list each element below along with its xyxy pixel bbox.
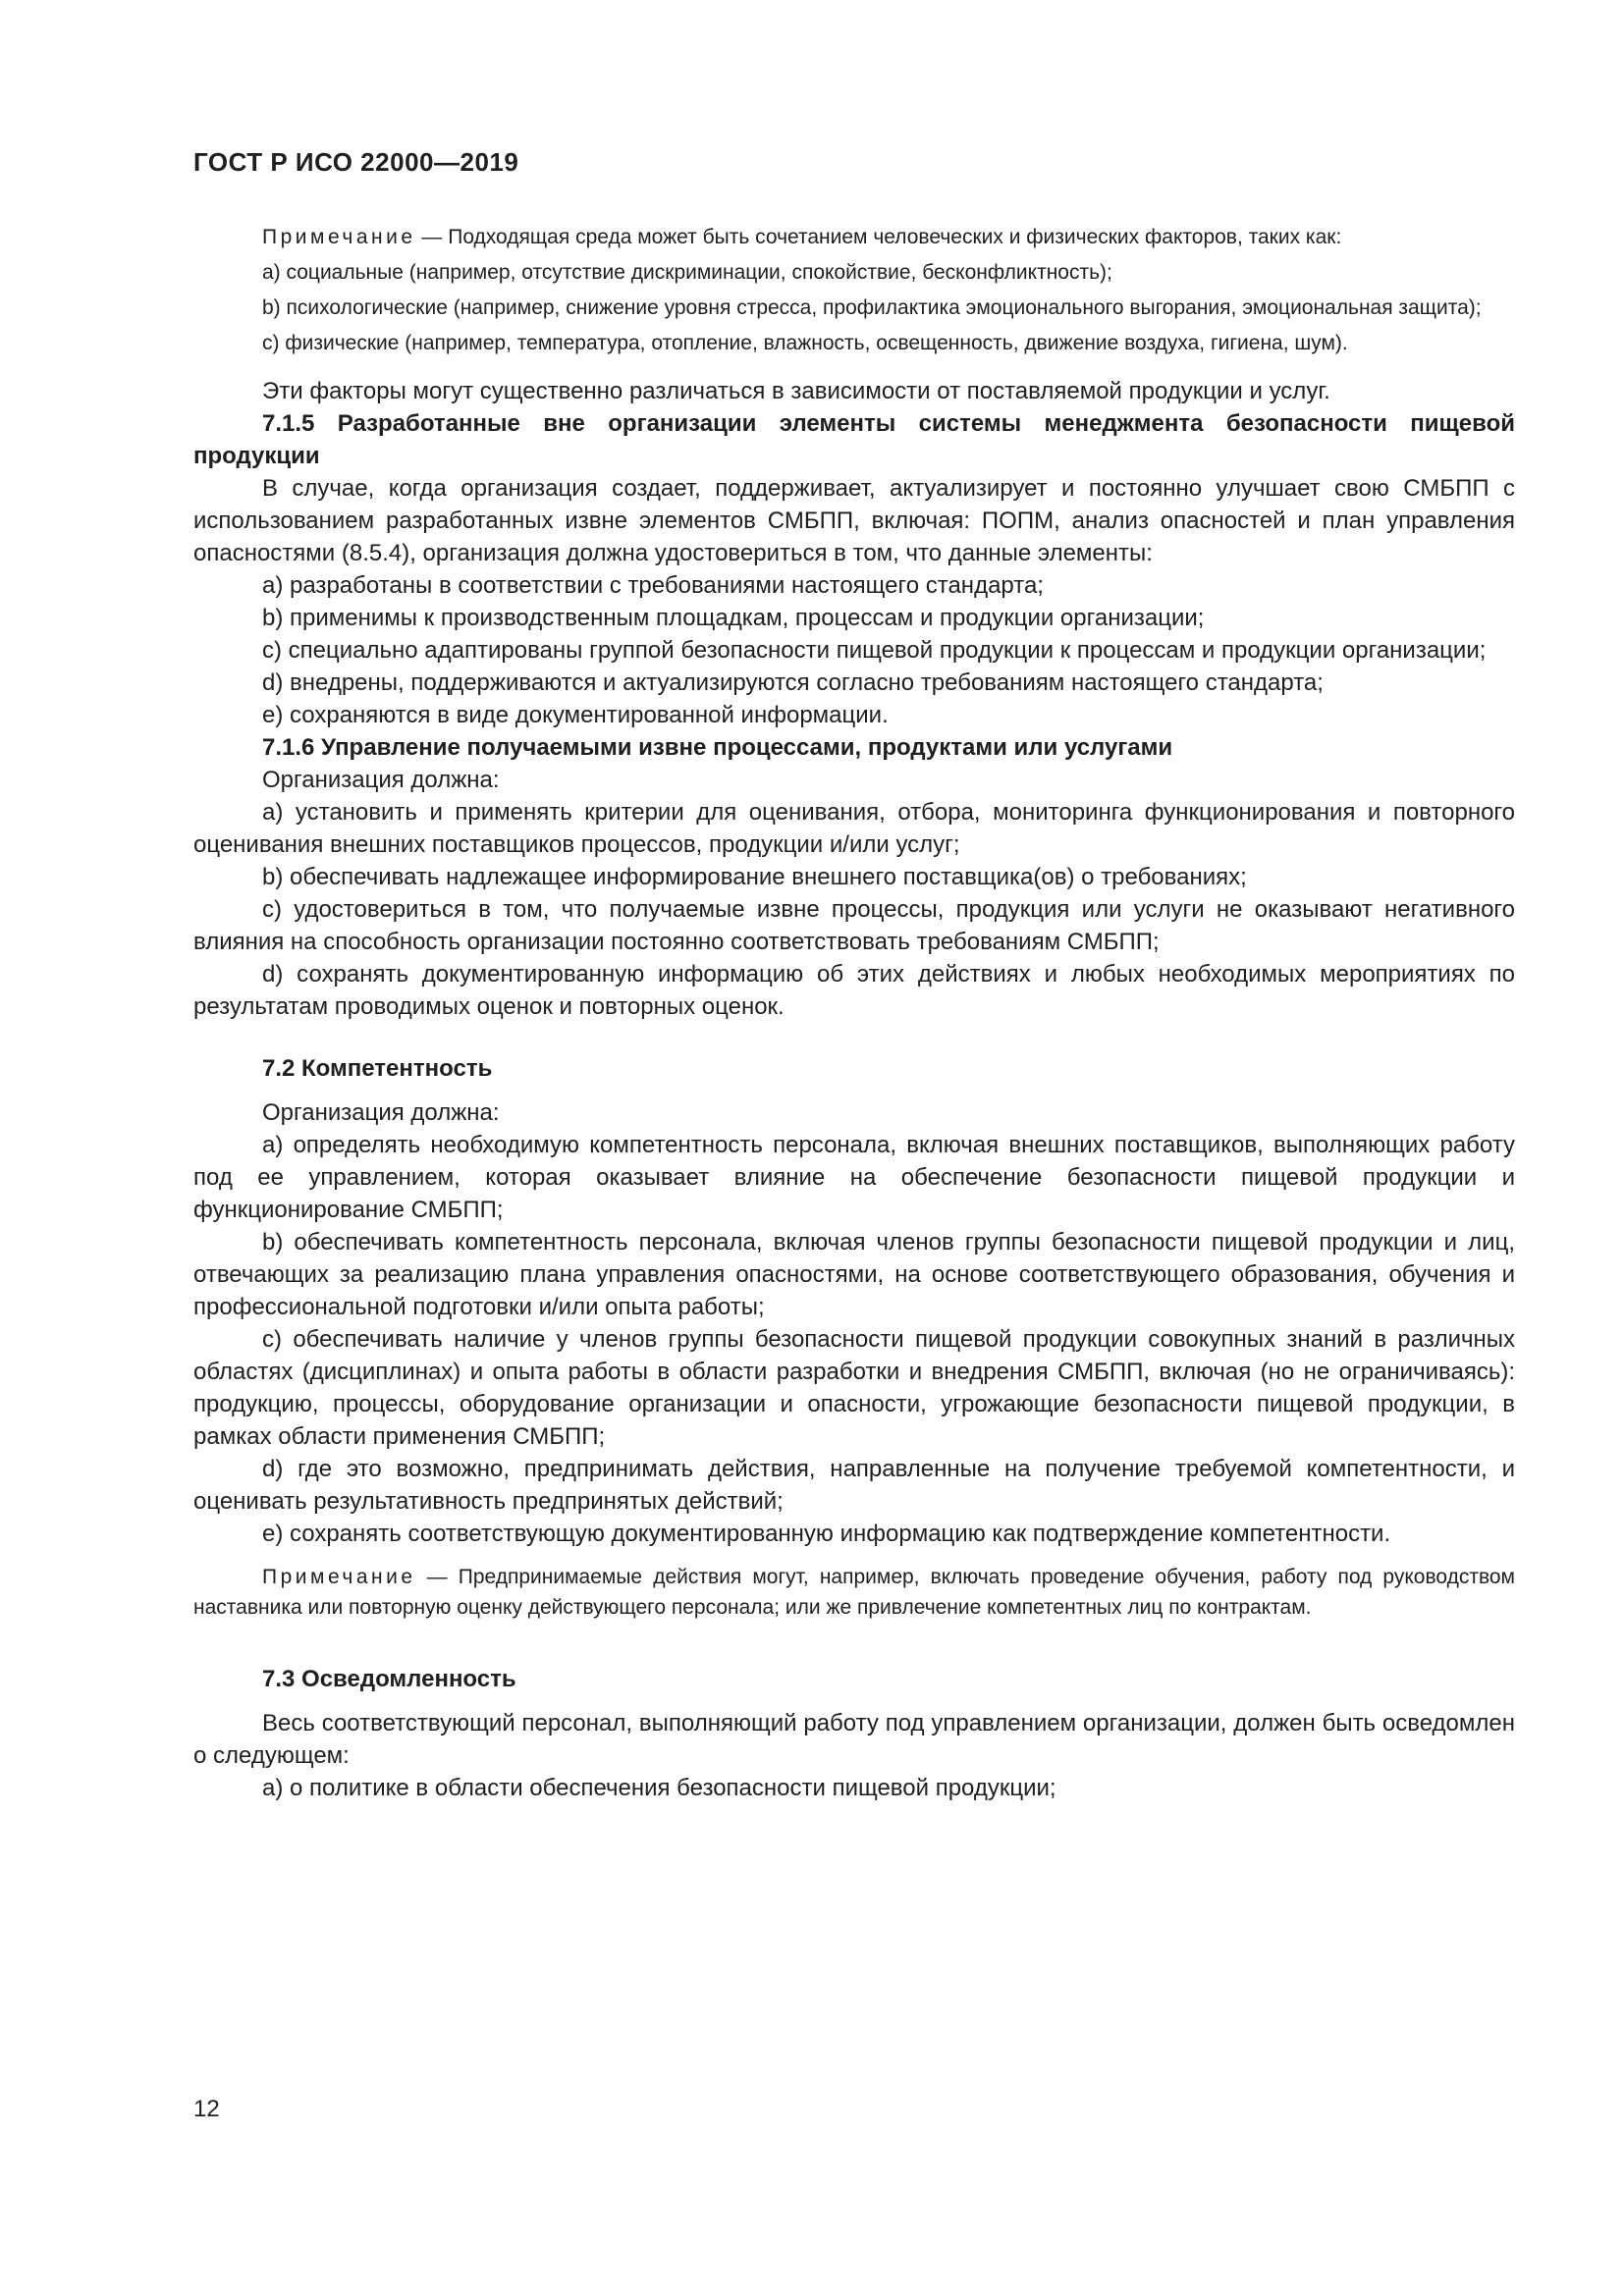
body-paragraph: Организация должна: [262, 1099, 500, 1126]
note-item: b) психологические (например, снижение уровня стресса, профилактика эмоционального выгорания, эмоциональная защита); [262, 296, 1482, 319]
section-heading-7-2: 7.2 Компетентность [262, 1055, 493, 1082]
list-item: d) где это возможно, предпринимать действия, направленные на получение требуемой компетентности, и оценивать результативность предпринятых действий; [193, 1456, 1515, 1515]
list-item: а) определять необходимую компетентность персонала, включая внешних поставщиков, выполняющих работу под ее управлением, которая оказывает влияние на обеспечение безопасности пищевой продукции и функционирование СМБПП; [193, 1132, 1515, 1223]
list-item: d) сохранять документированную информацию об этих действиях и любых необходимых мероприятиях по результатам проводимых оценок и повторных оценок. [193, 961, 1515, 1020]
page-number: 12 [193, 2096, 220, 2122]
body-paragraph: Организация должна: [262, 767, 500, 793]
list-item: d) внедрены, поддерживаются и актуализируются согласно требованиям настоящего стандарта; [262, 669, 1324, 696]
list-item: c) специально адаптированы группой безопасности пищевой продукции к процессам и продукции организации; [262, 637, 1487, 664]
list-item: c) обеспечивать наличие у членов группы безопасности пищевой продукции совокупных знаний в различных областях (дисциплинах) и опыта работы в области разработки и внедрения СМБПП, включая (но не ограничиваясь): продукцию, процессы, оборудование организации и опасности, угрожающие безопасности пищевой продукции, в рамках области применения СМБПП; [193, 1326, 1515, 1450]
note-item: а) социальные (например, отсутствие дискриминации, спокойствие, бесконфликтность); [262, 261, 1112, 284]
list-item: b) обеспечивать компетентность персонала, включая членов группы безопасности пищевой продукции и лиц, отвечающих за реализацию плана управления опасностями, на основе соответствующего образования, обучения и профессиональной подготовки и/или опыта работы; [193, 1229, 1515, 1320]
note-paragraph [193, 222, 1515, 252]
list-item: а) о политике в области обеспечения безопасности пищевой продукции; [262, 1775, 1056, 1801]
body-paragraph: Эти факторы могут существенно различаться в зависимости от поставляемой продукции и услуг. [262, 378, 1330, 404]
section-heading-7-1-5: 7.1.5 Разработанные вне организации элементы системы менеджмента безопасности пищевой продукции [193, 410, 1515, 469]
body-paragraph: В случае, когда организация создает, поддерживает, актуализирует и постоянно улучшает свою СМБПП с использованием разработанных извне элементов СМБПП, включая: ПОПМ, анализ опасностей и план управления опасностями (8.5.4), организация должна удостовериться в том, что данные элементы: [193, 475, 1515, 566]
note-text: — Подходящая среда может быть сочетанием человеческих и физических факторов, таких как: [415, 226, 1342, 248]
list-item: а) разработаны в соответствии с требованиями настоящего стандарта; [262, 572, 1044, 599]
document-header: ГОСТ Р ИСО 22000—2019 [193, 147, 519, 177]
list-item: а) установить и применять критерии для оценивания, отбора, мониторинга функционирования и повторного оценивания внешних поставщиков процессов, продукции и/или услуг; [193, 799, 1515, 858]
note-label: Примечание [262, 1566, 416, 1588]
list-item: c) удостовериться в том, что получаемые извне процессы, продукция или услуги не оказывают негативного влияния на способность организации постоянно соответствовать требованиям СМБПП; [193, 896, 1515, 955]
list-item: b) обеспечивать надлежащее информирование внешнего поставщика(ов) о требованиях; [262, 864, 1247, 890]
page-content [193, 222, 1515, 1804]
body-paragraph: Весь соответствующий персонал, выполняющий работу под управлением организации, должен быть осведомлен о следующем: [193, 1710, 1515, 1769]
note-item: c) физические (например, температура, отопление, влажность, освещенность, движение воздуха, гигиена, шум). [262, 332, 1348, 354]
note-text: — Предпринимаемые действия могут, например, включать проведение обучения, работу под руководством наставника или повторную оценку действующего персонала; или же привлечение компетентных лиц по контрактам. [193, 1566, 1515, 1619]
list-item: b) применимы к производственным площадкам, процессам и продукции организации; [262, 605, 1205, 631]
section-heading-7-3: 7.3 Осведомленность [262, 1666, 516, 1692]
list-item: e) сохраняются в виде документированной информации. [262, 702, 889, 728]
list-item: e) сохранять соответствующую документированную информацию как подтверждение компетентности. [262, 1521, 1391, 1547]
note-label: Примечание [262, 226, 416, 248]
section-heading-7-1-6: 7.1.6 Управление получаемыми извне процессами, продуктами или услугами [262, 734, 1173, 761]
note-paragraph [193, 1562, 1515, 1623]
